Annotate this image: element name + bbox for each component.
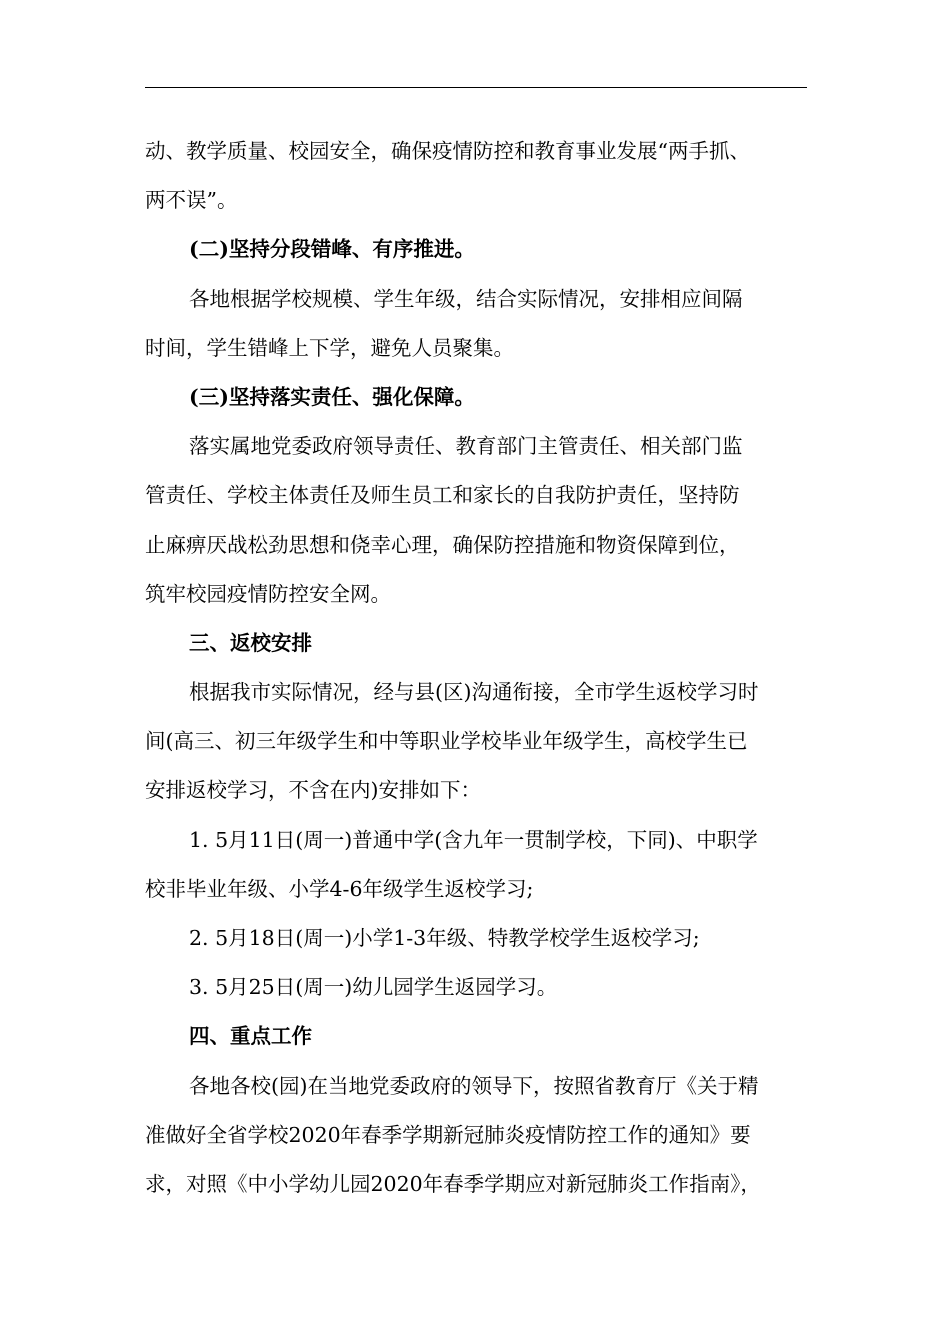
paragraph-line: 落实属地党委政府领导责任、教育部门主管责任、相关部门监 bbox=[189, 434, 743, 459]
paragraph-line: 各地根据学校规模、学生年级，结合实际情况，安排相应间隔 bbox=[189, 286, 743, 311]
paragraph-line: 两不误”。 bbox=[145, 188, 238, 213]
list-item: 1. 5月11日(周一)普通中学(含九年一贯制学校，下同)、中职学 bbox=[189, 827, 758, 852]
chapter-heading: 四、重点工作 bbox=[189, 1024, 312, 1049]
paragraph-line: 筑牢校园疫情防控安全网。 bbox=[145, 581, 391, 606]
section-heading: (三)坚持落实责任、强化保障。 bbox=[189, 384, 475, 409]
list-item: 3. 5月25日(周一)幼儿园学生返园学习。 bbox=[189, 975, 558, 1000]
paragraph-line: 间(高三、初三年级学生和中等职业学校毕业年级学生，高校学生已 bbox=[145, 729, 748, 754]
paragraph-line: 根据我市实际情况，经与县(区)沟通衔接，全市学生返校学习时 bbox=[189, 680, 759, 705]
chapter-heading: 三、返校安排 bbox=[189, 630, 312, 655]
paragraph-line: 各地各校(园)在当地党委政府的领导下，按照省教育厅《关于精 bbox=[189, 1073, 759, 1098]
paragraph-line: 准做好全省学校2020年春季学期新冠肺炎疫情防控工作的通知》要 bbox=[145, 1122, 751, 1147]
paragraph-line: 求，对照《中小学幼儿园2020年春季学期应对新冠肺炎工作指南》， bbox=[145, 1171, 761, 1196]
paragraph-line: 安排返校学习，不含在内)安排如下： bbox=[145, 778, 481, 803]
section-heading: (二)坚持分段错峰、有序推进。 bbox=[189, 237, 475, 262]
list-item: 2. 5月18日(周一)小学1-3年级、特教学校学生返校学习; bbox=[189, 926, 700, 950]
paragraph-line: 时间，学生错峰上下学，避免人员聚集。 bbox=[145, 335, 514, 360]
paragraph-line: 动、教学质量、校园安全，确保疫情防控和教育事业发展“两手抓、 bbox=[145, 139, 750, 163]
paragraph-line: 止麻痹厌战松劲思想和侥幸心理，确保防控措施和物资保障到位， bbox=[145, 532, 740, 557]
body-text bbox=[145, 127, 807, 1209]
header-rule bbox=[145, 87, 807, 88]
list-item-continuation: 校非毕业年级、小学4-6年级学生返校学习; bbox=[145, 876, 534, 901]
paragraph-line: 管责任、学校主体责任及师生员工和家长的自我防护责任，坚持防 bbox=[145, 483, 740, 508]
